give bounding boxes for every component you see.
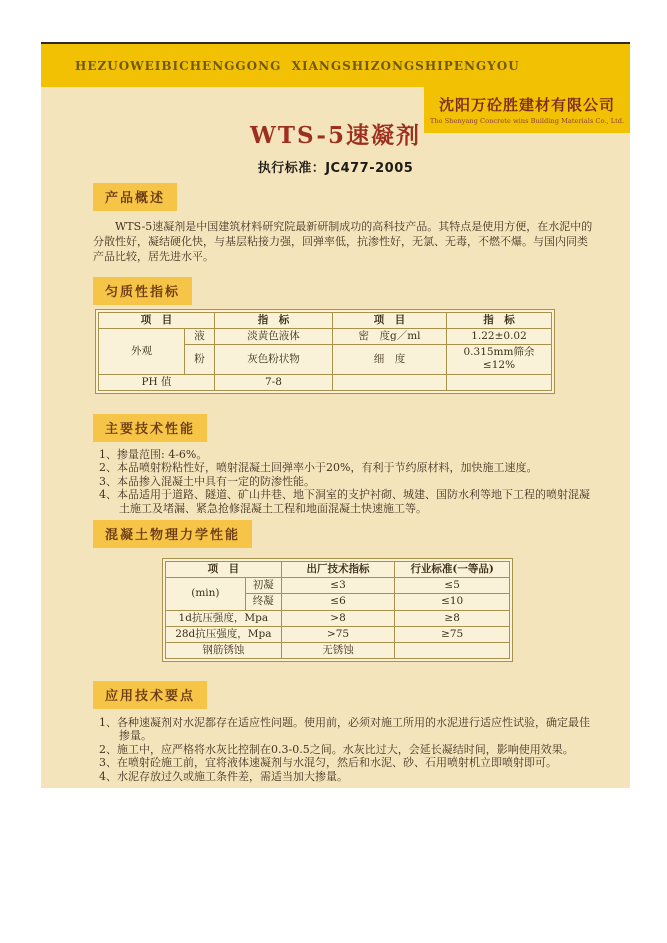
table-cell [447, 374, 552, 390]
table-cell: 初凝 [245, 578, 281, 594]
table-cell: 细 度 [333, 345, 447, 374]
homogeneity-table-grid [98, 312, 552, 391]
company-block [424, 87, 630, 133]
table-row [99, 313, 552, 329]
table-row [166, 578, 510, 594]
list-item: 3、本品掺入混凝土中具有一定的防渗性能。 [99, 474, 315, 488]
table-cell [395, 642, 510, 658]
table-cell: 灰色粉状物 [215, 345, 333, 374]
banner-band [41, 44, 630, 87]
table-header-cell: 出厂技术指标 [281, 562, 395, 578]
table-cell: 28d抗压强度，Mpa [166, 626, 282, 642]
table-cell: 液 [185, 329, 215, 345]
table-row [166, 642, 510, 658]
section-header-mechanics: 混凝土物理力学性能 [93, 520, 252, 548]
list-item: 2、本品喷射粉粘性好，喷射混凝土回弹率小于20%，有利于节约原材料，加快施工速度。 [99, 461, 538, 475]
table-cell: 1.22±0.02 [447, 329, 552, 345]
table-header-cell: 项 目 [333, 313, 447, 329]
mechanics-table-grid [165, 561, 510, 659]
content-area [41, 176, 630, 783]
table-cell: ≥75 [395, 626, 510, 642]
standard-line: 执行标准：JC477-2005 [257, 161, 414, 176]
table-cell: 7-8 [215, 374, 333, 390]
table-header-cell: 行业标准(一等品) [395, 562, 510, 578]
document-page [41, 42, 630, 788]
table-cell: ≤5 [395, 578, 510, 594]
banner-slogan: HEZUOWEIBICHENGGONG XIANGSHIZONGSHIPENGYOU [75, 58, 520, 73]
list-item: 4、水泥存放过久或施工条件差，需适当加大掺量。 [99, 769, 348, 783]
table-cell: ≥8 [395, 610, 510, 626]
section-header-overview: 产品概述 [93, 183, 177, 211]
table-cell: 钢筋锈蚀 [166, 642, 282, 658]
list-item: 4、本品适用于道路、隧道、矿山井巷、地下洞室的支护衬砌、城建、国防水利等地下工程的喷射混凝土施工及堵漏、紧急抢修混凝土工程和地面混凝土快速施工等。 [99, 488, 590, 515]
table-header-cell: 指 标 [215, 313, 333, 329]
table-header-cell: 项 目 [99, 313, 215, 329]
table-row [166, 626, 510, 642]
performance-list [99, 448, 598, 516]
product-title: WTS-5速凝剂 [250, 122, 421, 149]
table-header-cell: 指 标 [447, 313, 552, 329]
table-header-cell: 项 目 [166, 562, 282, 578]
company-name: 沈阳万砼胜建材有限公司 [438, 96, 615, 114]
company-name-en: The Shenyang Concrete wins Building Materials Co., Ltd. [429, 117, 625, 125]
table-cell: 粉 [185, 345, 215, 374]
table-cell: ≤10 [395, 594, 510, 610]
homogeneity-table [95, 309, 555, 394]
table-cell: PH 值 [99, 374, 215, 390]
table-cell: 密 度g／ml [333, 329, 447, 345]
list-item: 1、掺量范围: 4-6%。 [99, 447, 208, 461]
table-cell: 0.315mm筛余≤12% [447, 345, 552, 374]
table-cell: 外观 [99, 329, 185, 374]
table-row [99, 329, 552, 345]
table-cell: 淡黄色液体 [215, 329, 333, 345]
section-header-homogeneity: 匀质性指标 [93, 277, 192, 305]
table-cell: (min) [166, 578, 246, 610]
list-item: 1、各种速凝剂对水泥都存在适应性问题。使用前，必须对施工所用的水泥进行适应性试验，确定最佳掺量。 [99, 715, 590, 743]
section-header-performance: 主要技术性能 [93, 414, 207, 442]
list-item: 3、在喷射砼施工前，宜将液体速凝剂与水混匀，然后和水泥、砂、石用喷射机立即喷射即可。 [99, 756, 557, 770]
table-cell: >75 [281, 626, 395, 642]
table-cell: ≤6 [281, 594, 395, 610]
table-cell: ≤3 [281, 578, 395, 594]
application-list [99, 716, 598, 784]
table-cell [333, 374, 447, 390]
table-cell: 终凝 [245, 594, 281, 610]
mechanics-table [162, 558, 513, 662]
table-cell: 1d抗压强度，Mpa [166, 610, 282, 626]
section-header-application: 应用技术要点 [93, 681, 207, 709]
overview-paragraph: WTS-5速凝剂是中国建筑材料研究院最新研制成功的高科技产品。其特点是使用方便，在水泥中的分散性好，凝结硬化快，与基层粘接力强，回弹率低，抗渗性好，无氯、无毒，不燃不爆。与国内同类产品比较，居先进水平。 [93, 220, 593, 263]
list-item: 2、施工中，应严格将水灰比控制在0.3-0.5之间。水灰比过大，会延长凝结时间，影响使用效果。 [99, 742, 574, 756]
table-row [99, 374, 552, 390]
table-cell: 无锈蚀 [281, 642, 395, 658]
table-row [166, 562, 510, 578]
table-row [166, 610, 510, 626]
table-cell: >8 [281, 610, 395, 626]
